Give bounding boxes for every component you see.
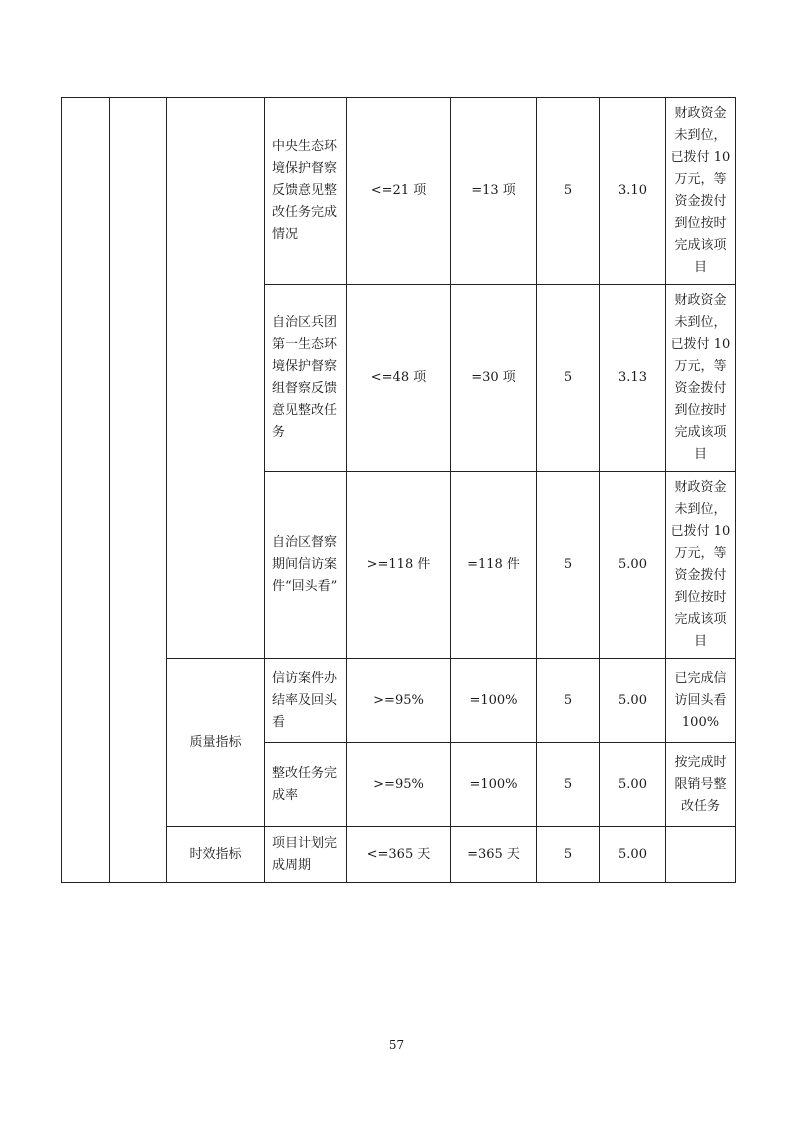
score-value: 5.00 — [600, 659, 666, 743]
indicator-name: 项目计划完成周期 — [265, 827, 347, 883]
deviation-note: 财政资金未到位，已拨付 10 万元，等资金拨付到位按时完成该项目 — [666, 98, 736, 285]
score-value: 5.00 — [600, 743, 666, 827]
deviation-note: 财政资金未到位，已拨付 10 万元，等资金拨付到位按时完成该项目 — [666, 472, 736, 659]
annual-target-value: >=118 件 — [347, 472, 451, 659]
actual-value: =30 项 — [451, 285, 537, 472]
deviation-note: 财政资金未到位，已拨付 10 万元，等资金拨付到位按时完成该项目 — [666, 285, 736, 472]
indicator-name: 信访案件办结率及回头看 — [265, 659, 347, 743]
indicator-name: 自治区督察期间信访案件“回头看” — [265, 472, 347, 659]
deviation-note: 已完成信访回头看 100% — [666, 659, 736, 743]
score-value: 3.10 — [600, 98, 666, 285]
second-level-indicator-cell — [110, 98, 167, 883]
performance-indicator-table — [61, 97, 736, 883]
first-level-indicator-cell — [62, 98, 110, 883]
timeliness-indicator-cell: 时效指标 — [167, 827, 265, 883]
indicator-name: 整改任务完成率 — [265, 743, 347, 827]
table-row — [62, 98, 736, 285]
annual-target-value: <=21 项 — [347, 98, 451, 285]
weight-value: 5 — [537, 659, 600, 743]
actual-value: =365 天 — [451, 827, 537, 883]
actual-value: =118 件 — [451, 472, 537, 659]
weight-value: 5 — [537, 827, 600, 883]
page-number: 57 — [388, 1038, 405, 1052]
indicator-name: 中央生态环境保护督察反馈意见整改任务完成情况 — [265, 98, 347, 285]
deviation-note: 按完成时限销号整改任务 — [666, 743, 736, 827]
actual-value: =13 项 — [451, 98, 537, 285]
weight-value: 5 — [537, 98, 600, 285]
annual-target-value: >=95% — [347, 659, 451, 743]
score-value: 5.00 — [600, 827, 666, 883]
annual-target-value: >=95% — [347, 743, 451, 827]
quality-indicator-cell: 质量指标 — [167, 659, 265, 827]
actual-value: =100% — [451, 743, 537, 827]
actual-value: =100% — [451, 659, 537, 743]
weight-value: 5 — [537, 743, 600, 827]
annual-target-value: <=48 项 — [347, 285, 451, 472]
score-value: 3.13 — [600, 285, 666, 472]
quantity-indicator-cell — [167, 98, 265, 659]
annual-target-value: <=365 天 — [347, 827, 451, 883]
indicator-name: 自治区兵团第一生态环境保护督察组督察反馈意见整改任务 — [265, 285, 347, 472]
score-value: 5.00 — [600, 472, 666, 659]
weight-value: 5 — [537, 472, 600, 659]
weight-value: 5 — [537, 285, 600, 472]
deviation-note — [666, 827, 736, 883]
